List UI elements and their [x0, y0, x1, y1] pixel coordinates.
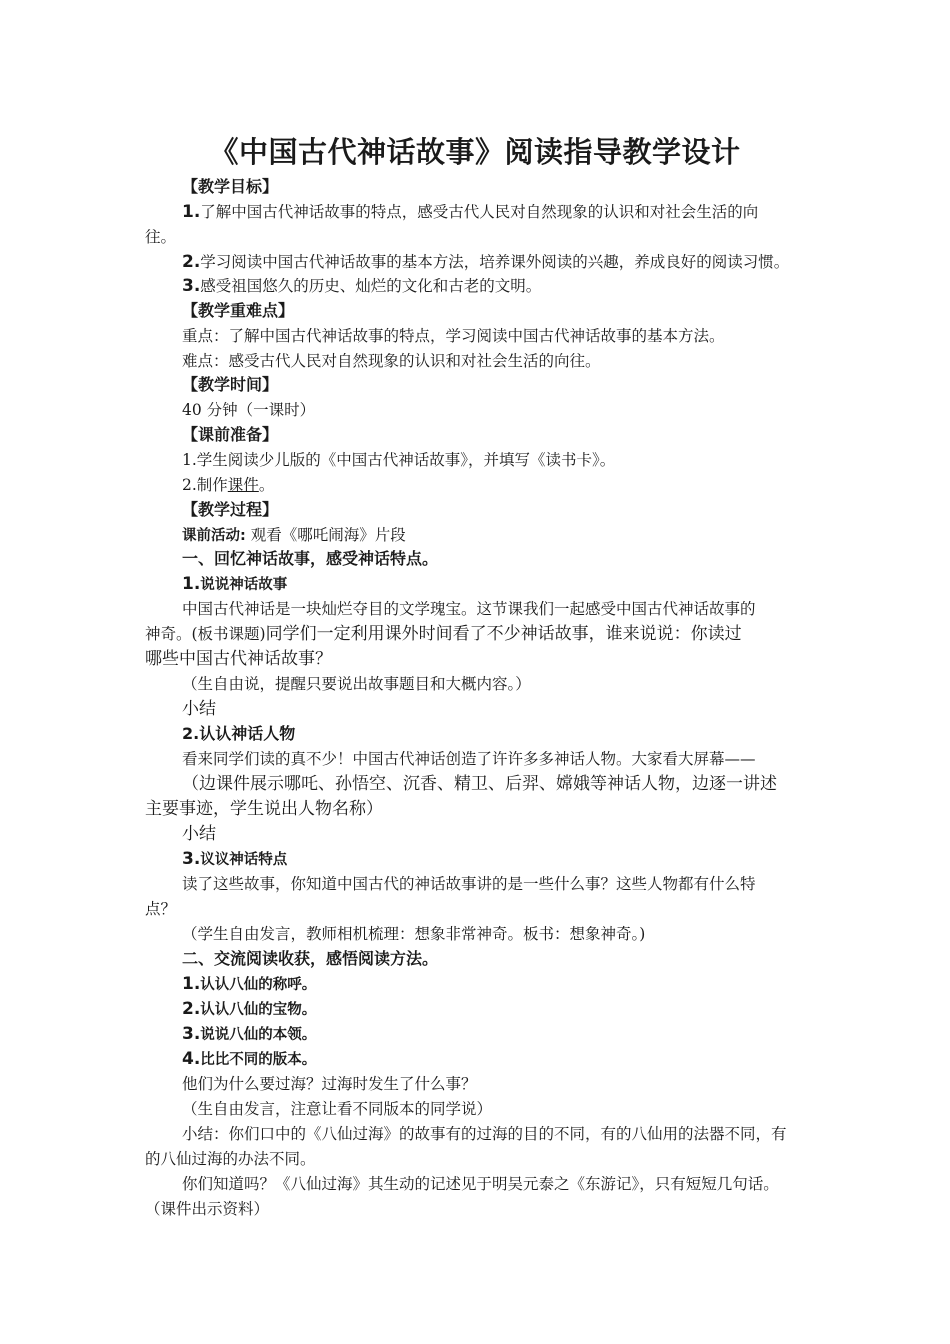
step-3-num: 3. — [182, 849, 201, 869]
part-1-step-1 — [145, 572, 850, 598]
part-1-para-1-line-1: 中国古代神话是一块灿烂夺目的文学瑰宝。这节课我们一起感受中国古代神话故事的 — [182, 600, 756, 618]
objective-2-text: 学习阅读中国古代神话故事的基本方法，培养课外阅读的兴趣，养成良好的阅读习惯。 — [200, 253, 790, 271]
key-point-difficulty: 难点：感受古代人民对自然现象的认识和对社会生活的向往。 — [182, 352, 601, 370]
objective-3 — [145, 274, 850, 299]
objective-1-cont: 往。 — [145, 228, 177, 246]
pre-class-text: 观看《哪吒闹海》片段 — [245, 526, 406, 544]
part-1-note-1: （生自由说，提醒只要说出故事题目和大概内容。） — [182, 675, 531, 693]
part-2-item-2-text: 认认八仙的宝物。 — [200, 1002, 317, 1018]
part-1-para-2-line-2: （边课件展示哪吒、孙悟空、沉香、精卫、后羿、嫦娥等神话人物，边逐一讲述 — [182, 774, 777, 794]
part-2-item-1 — [145, 972, 850, 998]
key-points-heading: 【教学重难点】 — [182, 301, 295, 320]
preparation-item-2-suffix: 。 — [258, 476, 275, 494]
part-2-know-line-2: （课件出示资料） — [145, 1200, 270, 1218]
pre-class-label: 课前活动: — [182, 528, 246, 544]
part-2-item-1-num: 1. — [182, 974, 201, 994]
para-1-line-2a: 神奇。(板书课题) — [145, 625, 266, 643]
objective-3-num: 3. — [182, 276, 201, 296]
part-1-summary-2: 小结 — [182, 824, 216, 844]
objectives-heading: 【教学目标】 — [182, 177, 279, 196]
objective-2-num: 2. — [182, 252, 201, 272]
objective-1-text: 了解中国古代神话故事的特点，感受古代人民对自然现象的认识和对社会生活的向 — [200, 203, 759, 221]
part-1-step-2: 2.认认神话人物 — [182, 724, 296, 743]
part-1-note-3: （学生自由发言，教师相机梳理：想象非常神奇。板书：想象神奇。) — [182, 925, 646, 943]
objective-3-text: 感受祖国悠久的历史、灿烂的文化和古老的文明。 — [200, 277, 542, 295]
part-2-item-4 — [145, 1047, 850, 1073]
part-1-summary-1: 小结 — [182, 699, 216, 719]
part-2-item-1-text: 认认八仙的称呼。 — [200, 977, 317, 993]
preparation-heading: 【课前准备】 — [182, 425, 279, 444]
part-1-para-2-line-3: 主要事迹，学生说出人物名称） — [145, 799, 383, 819]
part-1-para-3-line-2: 点？ — [145, 900, 177, 918]
part-1-para-1-line-2 — [145, 622, 813, 647]
para-1-line-2b: 同学们一定利用课外时间看了不少神话故事，谁来说说：你读过 — [265, 624, 742, 644]
preparation-item-2-prefix: 2.制作 — [182, 476, 228, 494]
part-2-item-3 — [145, 1022, 850, 1048]
document-title: 《中国古代神话故事》阅读指导教学设计 — [209, 135, 741, 169]
part-2-question: 他们为什么要过海？过海时发生了什么事？ — [182, 1075, 477, 1093]
key-point-focus: 重点：了解中国古代神话故事的特点，学习阅读中国古代神话故事的基本方法。 — [182, 327, 725, 345]
process-heading: 【教学过程】 — [182, 500, 279, 519]
part-1-step-3 — [145, 847, 850, 873]
part-2-title: 二、交流阅读收获，感悟阅读方法。 — [182, 949, 439, 968]
part-2-item-2-num: 2. — [182, 999, 201, 1019]
part-1-para-2-line-1: 看来同学们读的真不少！中国古代神话创造了许许多多神话人物。大家看大屏幕—— — [182, 750, 756, 768]
step-3-title: 议议神话特点 — [200, 852, 288, 868]
part-2-item-4-num: 4. — [182, 1049, 201, 1069]
part-2-item-3-num: 3. — [182, 1024, 201, 1044]
part-2-summary-line-1: 小结：你们口中的《八仙过海》的故事有的过海的目的不同，有的八仙用的法器不同，有 — [182, 1125, 787, 1143]
part-1-para-3-line-1: 读了这些故事，你知道中国古代的神话故事讲的是一些什么事？这些人物都有什么特 — [182, 875, 756, 893]
part-1-para-1-line-3: 哪些中国古代神话故事？ — [145, 649, 332, 669]
part-1-title: 一、回忆神话故事，感受神话特点。 — [182, 549, 439, 568]
part-2-item-3-text: 说说八仙的本领。 — [200, 1027, 317, 1043]
step-1-title: 说说神话故事 — [200, 577, 288, 593]
part-2-know-line-1: 你们知道吗？《八仙过海》其生动的记述见于明吴元泰之《东游记》，只有短短几句话。 — [182, 1175, 779, 1193]
preparation-item-2 — [145, 473, 850, 498]
part-2-summary-line-2: 的八仙过海的办法不同。 — [145, 1150, 316, 1168]
step-1-num: 1. — [182, 574, 201, 594]
objective-2 — [145, 250, 850, 275]
objective-1-num: 1. — [182, 202, 201, 222]
part-2-item-2 — [145, 997, 850, 1023]
objective-1 — [145, 200, 850, 225]
pre-class-activity — [145, 523, 850, 549]
time-heading: 【教学时间】 — [182, 375, 279, 394]
time-value: 40 分钟（一课时） — [182, 401, 316, 419]
courseware-link[interactable]: 课件 — [227, 476, 259, 494]
preparation-item-1: 1.学生阅读少儿版的《中国古代神话故事》，并填写《读书卡》。 — [182, 451, 616, 469]
part-2-note: （生自由发言，注意让看不同版本的同学说） — [182, 1100, 493, 1118]
part-2-item-4-text: 比比不同的版本。 — [200, 1052, 317, 1068]
